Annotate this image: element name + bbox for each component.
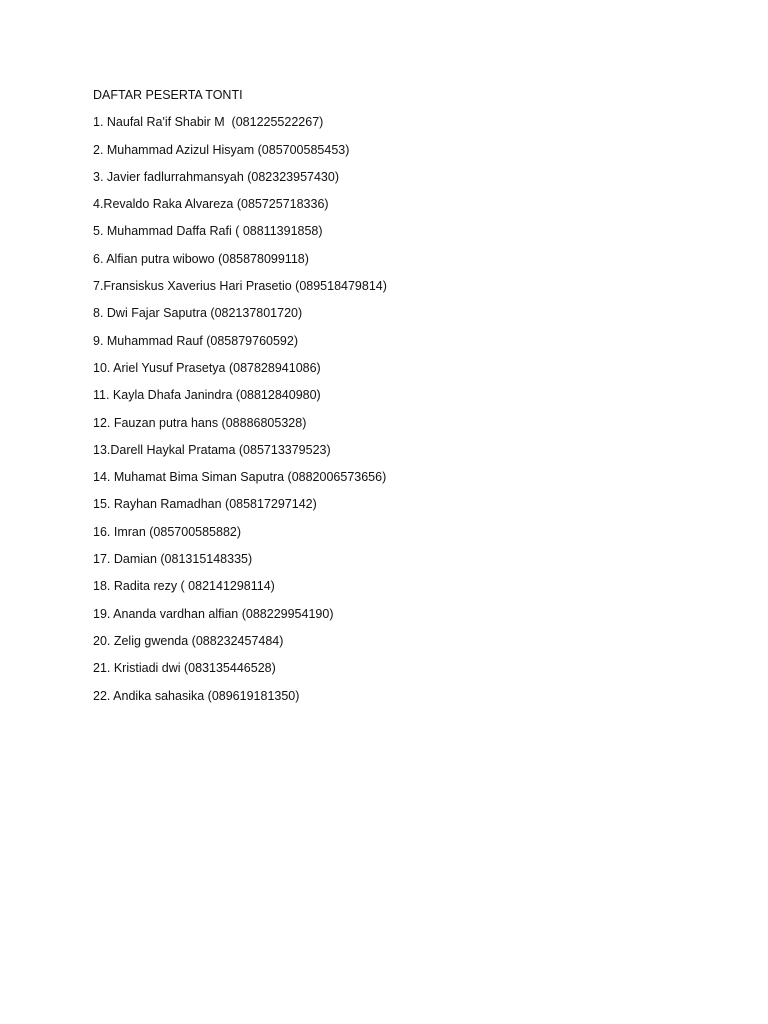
list-item: 21. Kristiadi dwi (083135446528) [93, 661, 276, 676]
list-item: 2. Muhammad Azizul Hisyam (085700585453) [93, 142, 350, 157]
list-item: 9. Muhammad Rauf (085879760592) [93, 333, 298, 348]
list-item: 16. Imran (085700585882) [93, 524, 242, 539]
document-title: DAFTAR PESERTA TONTI [93, 88, 243, 102]
list-item: 3. Javier fadlurrahmansyah (082323957430) [93, 169, 339, 184]
list-item: 8. Dwi Fajar Saputra (082137801720) [93, 306, 303, 321]
participant-list [93, 82, 693, 710]
list-item: 12. Fauzan putra hans (08886805328) [93, 415, 307, 430]
list-item: 22. Andika sahasika (089619181350) [93, 688, 300, 703]
list-item: 17. Damian (081315148335) [93, 552, 253, 567]
list-item: 1. Naufal Ra'if Shabir M (081225522267) [93, 115, 324, 130]
list-item: 11. Kayla Dhafa Janindra (08812840980) [93, 388, 321, 403]
list-item: 15. Rayhan Ramadhan (085817297142) [93, 497, 317, 512]
list-item: 5. Muhammad Daffa Rafi ( 08811391858) [93, 224, 323, 239]
list-item: 4.Revaldo Raka Alvareza (085725718336) [93, 197, 329, 212]
list-item: 14. Muhamat Bima Siman Saputra (0882006573656) [93, 470, 387, 485]
list-item: 6. Alfian putra wibowo (085878099118) [93, 251, 309, 266]
list-item: 18. Radita rezy ( 082141298114) [93, 579, 275, 594]
list-item: 20. Zelig gwenda (088232457484) [93, 633, 284, 648]
list-item: 13.Darell Haykal Pratama (085713379523) [93, 442, 331, 457]
list-item: 19. Ananda vardhan alfian (088229954190) [93, 606, 334, 621]
list-item: 10. Ariel Yusuf Prasetya (087828941086) [93, 360, 321, 375]
list-item: 7.Fransiskus Xaverius Hari Prasetio (089518479814) [93, 279, 387, 294]
